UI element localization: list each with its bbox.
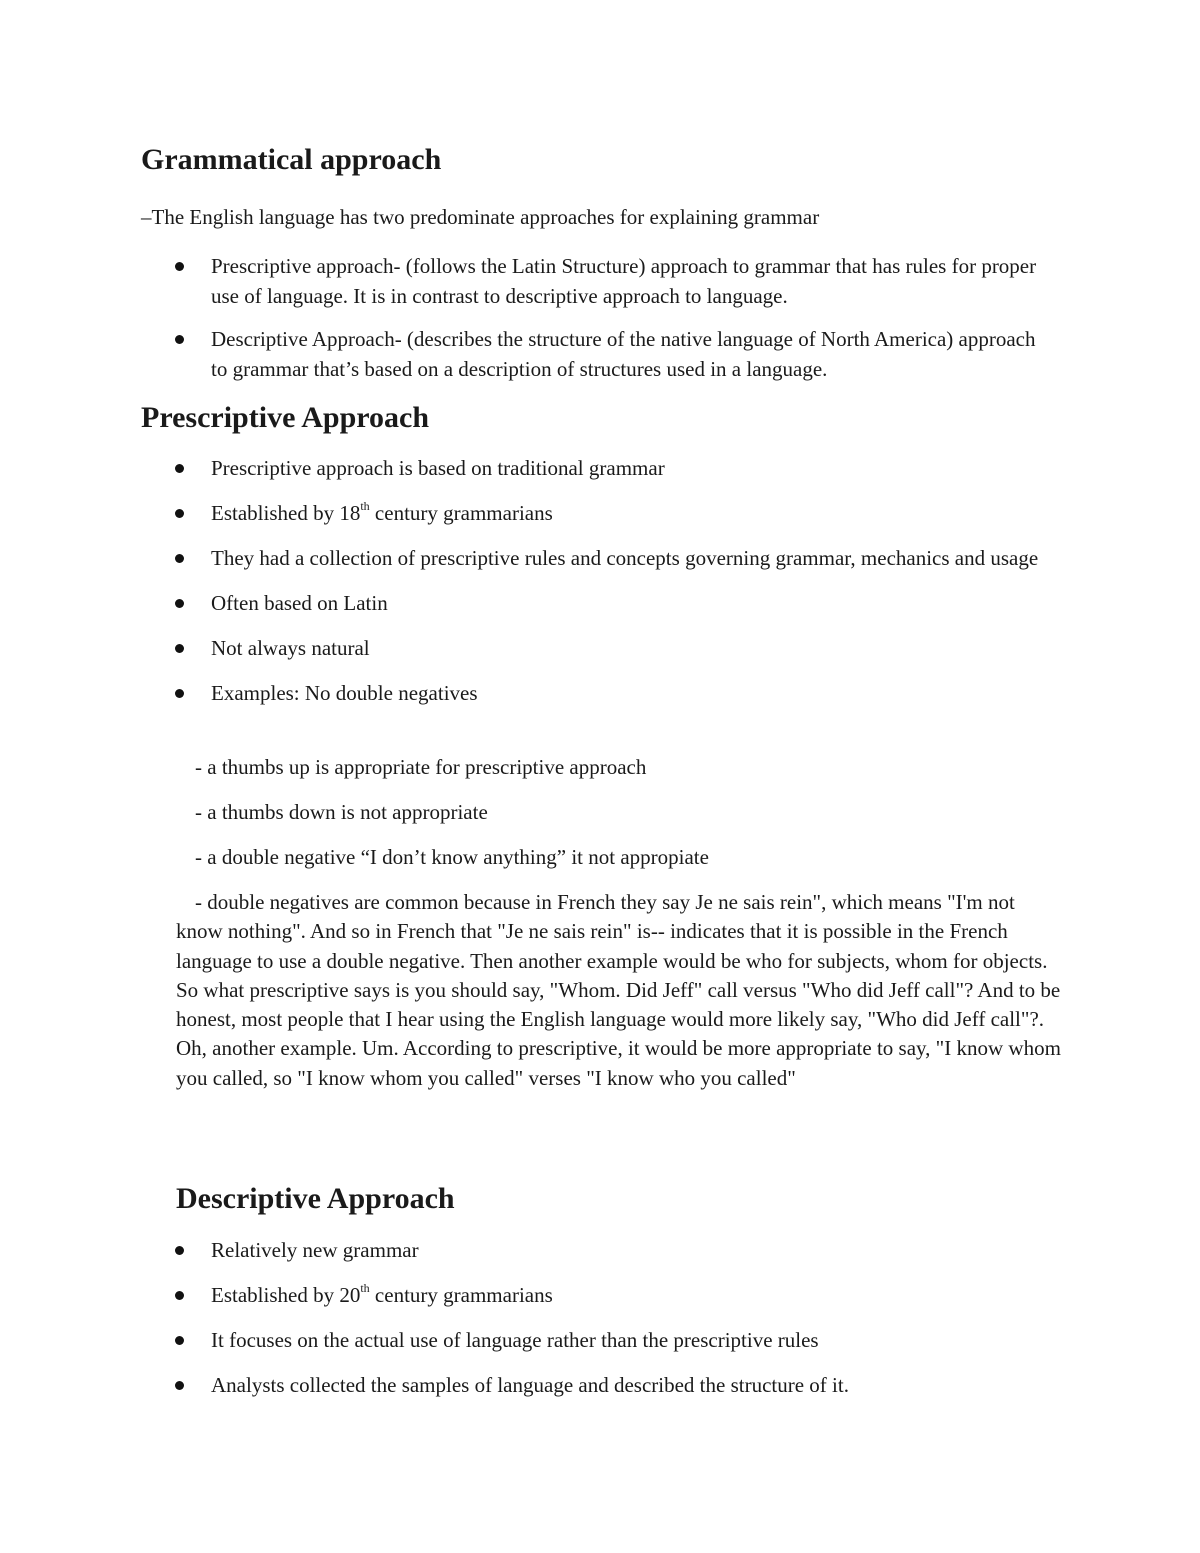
list-item-text: They had a collection of prescriptive rules and concepts governing grammar, mechanics and usage <box>211 546 1039 570</box>
bullet-icon <box>175 262 184 271</box>
list-item <box>0 453 1051 483</box>
heading-grammatical-approach: Grammatical approach <box>141 143 442 176</box>
list-item-text-start: Established by 18 <box>211 501 361 525</box>
list-item-text: Examples: No double negatives <box>211 681 478 705</box>
heading-prescriptive-approach: Prescriptive Approach <box>141 401 430 434</box>
bullet-icon <box>175 509 184 518</box>
list-item <box>0 498 1051 528</box>
list-item-text-end: century grammarians <box>369 1283 553 1307</box>
prescriptive-approach-list <box>0 453 1051 708</box>
superscript-ordinal: th <box>360 1281 370 1295</box>
list-item-text: Prescriptive approach is based on traditional grammar <box>211 456 665 480</box>
bullet-icon <box>175 599 184 608</box>
bullet-icon <box>175 644 184 653</box>
bullet-icon <box>175 1336 184 1345</box>
list-item <box>0 588 1051 618</box>
list-item <box>0 1325 1051 1355</box>
heading-descriptive-approach: Descriptive Approach <box>176 1182 455 1215</box>
grammatical-approach-list <box>0 251 1051 384</box>
example-line: - a thumbs down is not appropriate <box>195 800 488 824</box>
list-item-text: Relatively new grammar <box>211 1238 419 1262</box>
example-line: - a thumbs up is appropriate for prescriptive approach <box>195 755 647 779</box>
list-item <box>0 1280 1051 1310</box>
bullet-icon <box>175 464 184 473</box>
list-item-text: Not always natural <box>211 636 370 660</box>
descriptive-approach-list <box>0 1235 1051 1400</box>
superscript-ordinal: th <box>360 499 370 513</box>
intro-text: –The English language has two predominate approaches for explaining grammar <box>141 205 820 229</box>
list-item <box>0 251 1051 311</box>
paragraph-text: - double negatives are common because in French they say Je ne sais rein", which means "I'm not know nothing". And so in French that "Je ne sais rein" is-- indicates that it is possible in the French language to use a double negative. Then another example would be who for subjects, whom for objects. So what prescriptive says is you should say, "Whom. Did Jeff" call versus "Who did Jeff call"? And to be honest, most people that I hear using the English language would more likely say, "Who did Jeff call"?. Oh, another example. Um. According to prescriptive, it would be more appropriate to say, "I know whom you called, so "I know whom you called" verses "I know who you called" <box>176 890 1061 1090</box>
list-item-text-start: Established by 20 <box>211 1283 361 1307</box>
list-item <box>0 633 1051 663</box>
list-item-text: It focuses on the actual use of language rather than the prescriptive rules <box>211 1328 819 1352</box>
list-item <box>0 324 1051 384</box>
example-line: - a double negative “I don’t know anything” it not appropiate <box>195 845 709 869</box>
list-item-text-end: century grammarians <box>369 501 553 525</box>
bullet-icon <box>175 1381 184 1390</box>
list-item-text: Descriptive Approach- (describes the structure of the native language of North America) approach to grammar that’s based on a description of structures used in a language. <box>211 327 1036 381</box>
bullet-icon <box>175 1291 184 1300</box>
list-item-text: Prescriptive approach- (follows the Latin Structure) approach to grammar that has rules for proper use of language. It is in contrast to descriptive approach to language. <box>211 254 1037 308</box>
list-item-text: Often based on Latin <box>211 591 388 615</box>
bullet-icon <box>175 1246 184 1255</box>
list-item <box>0 1370 1051 1400</box>
list-item <box>0 543 1051 573</box>
list-item-text: Analysts collected the samples of language and described the structure of it. <box>211 1373 849 1397</box>
bullet-icon <box>175 689 184 698</box>
bullet-icon <box>175 335 184 344</box>
list-item <box>0 1235 1051 1265</box>
bullet-icon <box>175 554 184 563</box>
list-item <box>0 678 1051 708</box>
example-paragraph <box>176 888 1066 1093</box>
